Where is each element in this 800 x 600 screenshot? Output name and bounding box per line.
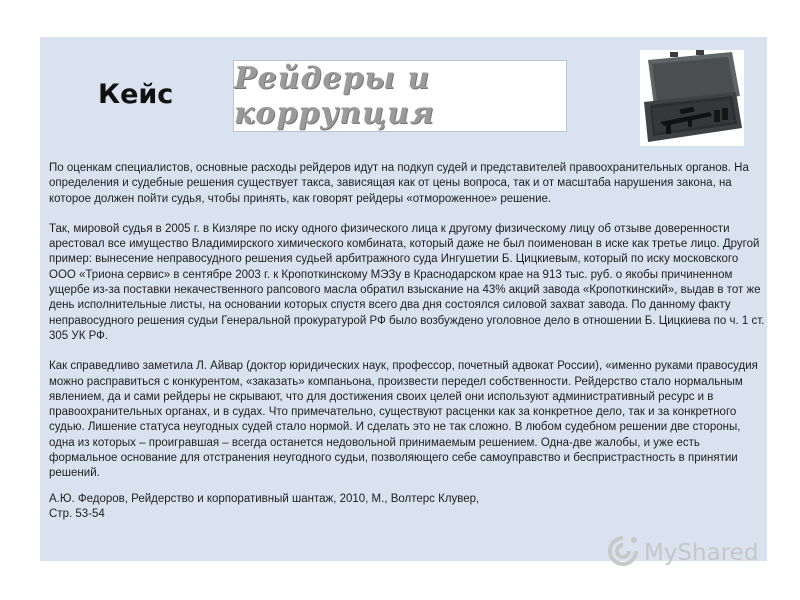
source-citation <box>49 492 765 523</box>
paragraph-1: По оценкам специалистов, основные расходы рейдеров идут на подкуп судей и представителей правоохранительных органов. На определения и судебные решения существует такса, зависящая как от цены вопроса, так и от масштаба нарушения закона, на которое должен пойти судья, чтобы принять, как говорят рейдеры «отмороженное» решение. <box>49 162 749 205</box>
myshared-logo-icon <box>606 534 640 573</box>
slide-title: Рейдеры и коррупция <box>234 61 435 131</box>
paragraph-2: Так, мировой судья в 2005 г. в Кизляре по иску одного физического лица к другому физическому лицу об отзыве доверенности арестовал все имущество Владимирского химического комбината, который даже не был поименован в иске как третье лицо. Другой пример: вынесение неправосудного решения судьей арбитражного суда Ингушетии Б. Цицкиевым, который по иску московского ООО «Триона сервис» в сентябре 2003 г. к Кропоткинскому МЭЗу в Краснодарском крае на 913 тыс. руб. о якобы причиненном ущербе из-за поставки некачественного рапсового масла обратил взыскание на 43% акций завода «Кропоткинский», выдав в тот же день исполнительные листы, на основании которых спустя всего два дня состоялся силовой захват завода. По данному факту неправосудного решения судьи Генеральной прокуратурой РФ было возбуждено уголовное дело в отношении Б. Цицкиева по ч. 1 ст. 305 УК РФ. <box>49 222 765 342</box>
paragraph-3: Как справедливо заметила Л. Айвар (доктор юридических наук, профессор, почетный адвокат России), «именно руками правосудия можно расправиться с конкурентом, «заказать» компаньона, произвести передел собственности. Рейдерство стало нормальным явлением, да и сами рейдеры не скрывают, что для достижения своих целей они используют административный ресурс и в правоохранительных органах, и в судах. Что примечательно, существуют расценки как за конкретное дело, так и за конкретного судью. Лишение статуса неугодных судей стало нормой. И сделать это не так сложно. В любом судебном решении две стороны, одна из которых – проигравшая – всегда останется недовольной принимаемым решением. Одна-две жалобы, и уже есть формальное основание для отстранения неугодного судьи, позволяющего себе самоуправство и беспристрастность в принятии решений. <box>49 360 758 480</box>
case-label: Кейс <box>98 79 174 110</box>
source-line-1: А.Ю. Федоров, Рейдерство и корпоративный шантаж, 2010, М., Волтерс Клувер, <box>49 492 480 505</box>
gun-case-photo <box>640 50 744 146</box>
title-box <box>233 60 567 132</box>
watermark-text: MyShared <box>644 540 759 566</box>
source-line-2: Стр. 53-54 <box>49 507 105 520</box>
body-text <box>49 161 765 522</box>
watermark <box>606 536 758 570</box>
